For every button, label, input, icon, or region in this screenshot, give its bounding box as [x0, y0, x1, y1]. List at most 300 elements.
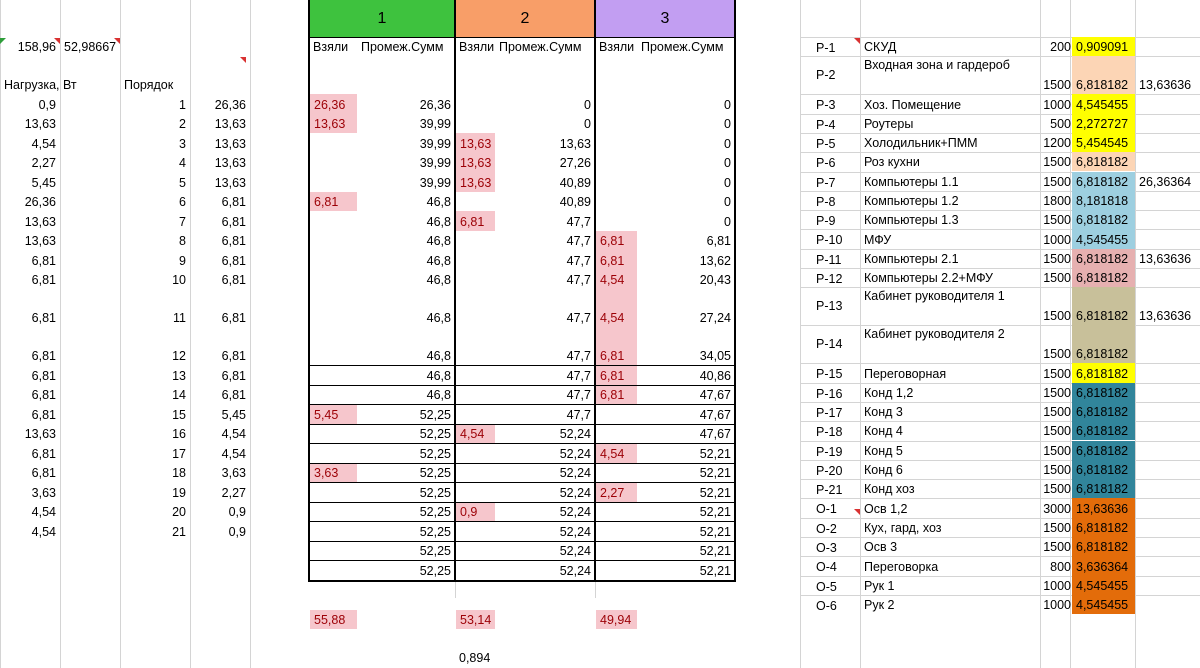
- subtotal-cell[interactable]: 52,21: [699, 524, 731, 539]
- circuit-name[interactable]: Осв 3: [864, 540, 898, 555]
- subtotal-cell[interactable]: 47,67: [699, 388, 731, 402]
- sorted-load-cell[interactable]: 4,54: [221, 427, 246, 441]
- took-cell[interactable]: [310, 211, 357, 231]
- took-cell[interactable]: [310, 365, 357, 385]
- subtotal-cell[interactable]: 52,25: [419, 505, 451, 519]
- circuit-power[interactable]: 1800: [1043, 194, 1071, 209]
- subtotal-cell[interactable]: 0: [584, 97, 591, 112]
- circuit-current[interactable]: 6,818182: [1072, 518, 1135, 537]
- took-cell[interactable]: [310, 560, 357, 580]
- took-cell[interactable]: [456, 521, 495, 541]
- load-cell[interactable]: 3,63: [31, 485, 56, 500]
- took-cell[interactable]: 3,63: [310, 463, 357, 483]
- circuit-current[interactable]: 5,454545: [1072, 133, 1135, 152]
- group-header-3[interactable]: 3: [595, 0, 735, 37]
- circuit-power[interactable]: 1500: [1043, 405, 1071, 420]
- subtotal-cell[interactable]: 27,24: [699, 311, 731, 325]
- subtotal-cell[interactable]: 47,7: [566, 407, 591, 422]
- subtotal-cell[interactable]: 46,8: [426, 349, 451, 363]
- group-sum-cell[interactable]: 26,36364: [1139, 174, 1192, 189]
- circuit-current[interactable]: 6,818182: [1072, 460, 1135, 479]
- took-cell[interactable]: [596, 424, 637, 444]
- sorted-load-cell[interactable]: 13,63: [214, 117, 246, 131]
- circuit-current[interactable]: 6,818182: [1072, 172, 1135, 191]
- order-cell[interactable]: 14: [172, 388, 186, 402]
- took-cell[interactable]: [596, 133, 637, 153]
- load-cell[interactable]: 6,81: [31, 368, 56, 383]
- load-cell[interactable]: 6,81: [31, 388, 56, 402]
- header-order[interactable]: Порядок: [124, 78, 174, 92]
- subtotal-cell[interactable]: 52,21: [699, 485, 731, 500]
- took-cell[interactable]: [596, 463, 637, 483]
- circuit-code[interactable]: Р-17: [816, 405, 843, 420]
- subtotal-cell[interactable]: 52,21: [699, 563, 731, 578]
- circuit-power[interactable]: 1500: [1043, 251, 1071, 266]
- took-cell[interactable]: [310, 541, 357, 561]
- took-cell[interactable]: 13,63: [456, 133, 495, 153]
- subtotal-cell[interactable]: 47,7: [566, 368, 591, 383]
- took-cell[interactable]: [596, 404, 637, 424]
- circuit-power[interactable]: 1500: [1043, 155, 1071, 170]
- took-cell[interactable]: 4,54: [596, 289, 637, 327]
- took-cell[interactable]: [456, 231, 495, 251]
- took-cell[interactable]: [456, 114, 495, 134]
- subtotal-cell[interactable]: 52,24: [559, 505, 591, 519]
- subtotal-cell[interactable]: 0: [724, 195, 731, 209]
- circuit-current[interactable]: 6,818182: [1072, 537, 1135, 556]
- sorted-load-cell[interactable]: 4,54: [221, 446, 246, 461]
- sorted-load-cell[interactable]: 6,81: [221, 214, 246, 229]
- circuit-code[interactable]: Р-4: [816, 117, 836, 132]
- column-header-subtotal[interactable]: Промеж.Сумм: [641, 40, 724, 54]
- order-cell[interactable]: 21: [172, 524, 186, 539]
- balance-ratio[interactable]: 0,894: [459, 651, 491, 665]
- subtotal-cell[interactable]: 52,21: [699, 466, 731, 480]
- subtotal-cell[interactable]: 26,36: [419, 97, 451, 112]
- load-cell[interactable]: 13,63: [24, 214, 56, 229]
- circuit-name[interactable]: Компьютеры 1.1: [864, 174, 959, 189]
- order-cell[interactable]: 18: [172, 466, 186, 480]
- order-cell[interactable]: 16: [172, 427, 186, 441]
- took-cell[interactable]: [310, 231, 357, 251]
- subtotal-cell[interactable]: 47,7: [566, 234, 591, 248]
- circuit-power[interactable]: 3000: [1043, 501, 1071, 516]
- took-cell[interactable]: [456, 327, 495, 365]
- took-cell[interactable]: 6,81: [596, 365, 637, 385]
- group-sum-cell[interactable]: 13,63636: [1139, 309, 1192, 324]
- subtotal-cell[interactable]: 47,7: [566, 253, 591, 268]
- sorted-load-cell[interactable]: 6,81: [221, 234, 246, 248]
- circuit-power[interactable]: 1500: [1043, 385, 1071, 400]
- circuit-power[interactable]: 1000: [1043, 598, 1071, 613]
- subtotal-cell[interactable]: 47,7: [566, 311, 591, 325]
- took-cell[interactable]: 13,63: [310, 114, 357, 134]
- circuit-name[interactable]: Конд 4: [864, 424, 903, 439]
- subtotal-cell[interactable]: 52,25: [419, 466, 451, 480]
- circuit-current[interactable]: 6,818182: [1072, 325, 1135, 363]
- circuit-power[interactable]: 1500: [1043, 482, 1071, 497]
- circuit-power[interactable]: 1500: [1043, 463, 1071, 478]
- sorted-load-cell[interactable]: 0,9: [228, 524, 246, 539]
- load-cell[interactable]: 4,54: [31, 524, 56, 539]
- order-cell[interactable]: 17: [172, 446, 186, 461]
- took-cell[interactable]: 4,54: [596, 270, 637, 290]
- circuit-name[interactable]: Переговорная: [864, 366, 947, 381]
- subtotal-cell[interactable]: 34,05: [699, 349, 731, 363]
- circuit-code[interactable]: О-6: [816, 598, 837, 613]
- took-cell[interactable]: [310, 385, 357, 405]
- took-cell[interactable]: [310, 153, 357, 173]
- took-cell[interactable]: [456, 365, 495, 385]
- circuit-power[interactable]: 1000: [1043, 232, 1071, 247]
- subtotal-cell[interactable]: 40,89: [559, 195, 591, 209]
- circuit-name[interactable]: Рук 1: [864, 578, 895, 593]
- took-cell[interactable]: [596, 521, 637, 541]
- took-cell[interactable]: 4,54: [456, 424, 495, 444]
- subtotal-cell[interactable]: 52,24: [559, 446, 591, 461]
- circuit-name[interactable]: Роутеры: [864, 116, 914, 131]
- subtotal-cell[interactable]: 46,8: [426, 234, 451, 248]
- circuit-current[interactable]: 6,818182: [1072, 268, 1135, 287]
- group-total-g1[interactable]: 55,88: [310, 610, 357, 629]
- circuit-code[interactable]: Р-8: [816, 194, 836, 209]
- circuit-current[interactable]: 6,818182: [1072, 363, 1135, 382]
- sorted-load-cell[interactable]: 0,9: [228, 505, 246, 519]
- circuit-code[interactable]: Р-6: [816, 156, 836, 171]
- subtotal-cell[interactable]: 47,7: [566, 273, 591, 287]
- load-cell[interactable]: 6,81: [31, 466, 56, 480]
- circuit-code[interactable]: Р-21: [816, 483, 843, 498]
- took-cell[interactable]: 0,9: [456, 502, 495, 522]
- circuit-code[interactable]: О-1: [816, 502, 837, 517]
- subtotal-cell[interactable]: 20,43: [699, 273, 731, 287]
- sorted-load-cell[interactable]: 26,36: [214, 97, 246, 112]
- circuit-current[interactable]: 4,545455: [1072, 576, 1135, 595]
- circuit-code[interactable]: О-3: [816, 541, 837, 555]
- circuit-current[interactable]: 6,818182: [1072, 210, 1135, 229]
- circuit-current[interactable]: 6,818182: [1072, 152, 1135, 171]
- subtotal-cell[interactable]: 52,24: [559, 544, 591, 558]
- subtotal-cell[interactable]: 0: [584, 117, 591, 131]
- circuit-name[interactable]: Компьютеры 2.2+МФУ: [864, 271, 993, 286]
- took-cell[interactable]: [310, 521, 357, 541]
- load-cell[interactable]: 13,63: [24, 234, 56, 248]
- order-cell[interactable]: 2: [179, 117, 186, 131]
- took-cell[interactable]: 6,81: [310, 192, 357, 212]
- sorted-load-cell[interactable]: 6,81: [221, 349, 246, 363]
- circuit-power[interactable]: 1500: [1043, 520, 1071, 535]
- circuit-code[interactable]: О-4: [816, 560, 837, 575]
- circuit-current[interactable]: 13,63636: [1072, 498, 1135, 517]
- subtotal-cell[interactable]: 27,26: [559, 156, 591, 170]
- load-cell[interactable]: 6,81: [31, 349, 56, 363]
- took-cell[interactable]: 6,81: [596, 327, 637, 365]
- sorted-load-cell[interactable]: 13,63: [214, 156, 246, 170]
- load-cell[interactable]: 6,81: [31, 253, 56, 268]
- subtotal-cell[interactable]: 39,99: [419, 156, 451, 170]
- took-cell[interactable]: 13,63: [456, 153, 495, 173]
- sorted-load-cell[interactable]: 6,81: [221, 273, 246, 287]
- order-cell[interactable]: 13: [172, 368, 186, 383]
- circuit-power[interactable]: 1500: [1043, 78, 1071, 93]
- group-header-1[interactable]: 1: [309, 0, 455, 37]
- took-cell[interactable]: [596, 502, 637, 522]
- group-sum-cell[interactable]: 13,63636: [1139, 78, 1192, 93]
- took-cell[interactable]: [456, 541, 495, 561]
- circuit-power[interactable]: 1000: [1043, 97, 1071, 112]
- subtotal-cell[interactable]: 46,8: [426, 195, 451, 209]
- subtotal-cell[interactable]: 47,7: [566, 349, 591, 363]
- circuit-code[interactable]: Р-16: [816, 386, 843, 401]
- sorted-load-cell[interactable]: 6,81: [221, 311, 246, 325]
- order-cell[interactable]: 1: [179, 97, 186, 112]
- circuit-code[interactable]: О-5: [816, 579, 837, 594]
- took-cell[interactable]: [310, 482, 357, 502]
- subtotal-cell[interactable]: 52,25: [419, 485, 451, 500]
- circuit-current[interactable]: 0,909091: [1072, 37, 1135, 56]
- circuit-power[interactable]: 1500: [1043, 271, 1071, 286]
- circuit-code[interactable]: Р-10: [816, 233, 843, 248]
- circuit-power[interactable]: 1500: [1043, 174, 1071, 189]
- circuit-power[interactable]: 1500: [1043, 424, 1071, 439]
- circuit-name[interactable]: Компьютеры 2.1: [864, 251, 959, 266]
- load-cell[interactable]: 2,27: [31, 156, 56, 170]
- load-cell[interactable]: 0,9: [38, 97, 56, 112]
- load-cell[interactable]: 13,63: [24, 117, 56, 131]
- circuit-code[interactable]: Р-14: [816, 337, 843, 352]
- circuit-current[interactable]: 4,545455: [1072, 229, 1135, 248]
- circuit-name[interactable]: Конд 6: [864, 463, 903, 478]
- took-cell[interactable]: [456, 250, 495, 270]
- subtotal-cell[interactable]: 52,21: [699, 446, 731, 461]
- circuit-current[interactable]: 3,636364: [1072, 556, 1135, 575]
- circuit-current[interactable]: 6,818182: [1072, 249, 1135, 268]
- subtotal-cell[interactable]: 0: [724, 214, 731, 229]
- took-cell[interactable]: [310, 424, 357, 444]
- took-cell[interactable]: [456, 192, 495, 212]
- circuit-current[interactable]: 2,272727: [1072, 114, 1135, 133]
- took-cell[interactable]: 6,81: [596, 231, 637, 251]
- order-cell[interactable]: 3: [179, 136, 186, 151]
- sorted-load-cell[interactable]: 13,63: [214, 175, 246, 190]
- group-header-2[interactable]: 2: [455, 0, 595, 37]
- load-cell[interactable]: 4,54: [31, 136, 56, 151]
- circuit-current[interactable]: 4,545455: [1072, 595, 1135, 614]
- summary-total[interactable]: 158,96: [17, 40, 56, 54]
- subtotal-cell[interactable]: 13,63: [559, 136, 591, 151]
- sorted-load-cell[interactable]: 5,45: [221, 407, 246, 422]
- circuit-current[interactable]: 6,818182: [1072, 441, 1135, 460]
- circuit-name[interactable]: Кабинет руководителя 1: [864, 289, 1005, 304]
- circuit-name[interactable]: Входная зона и гардероб: [864, 58, 1010, 73]
- subtotal-cell[interactable]: 47,7: [566, 388, 591, 402]
- circuit-code[interactable]: Р-20: [816, 463, 843, 478]
- took-cell[interactable]: 6,81: [456, 211, 495, 231]
- circuit-power[interactable]: 1500: [1043, 540, 1071, 555]
- circuit-code[interactable]: Р-18: [816, 425, 843, 440]
- circuit-current[interactable]: 6,818182: [1072, 402, 1135, 421]
- subtotal-cell[interactable]: 52,25: [419, 544, 451, 558]
- took-cell[interactable]: [596, 114, 637, 134]
- took-cell[interactable]: 5,45: [310, 404, 357, 424]
- subtotal-cell[interactable]: 46,8: [426, 368, 451, 383]
- order-cell[interactable]: 11: [173, 311, 186, 325]
- subtotal-cell[interactable]: 52,24: [559, 427, 591, 441]
- subtotal-cell[interactable]: 46,8: [426, 388, 451, 402]
- subtotal-cell[interactable]: 46,8: [426, 214, 451, 229]
- circuit-code[interactable]: Р-5: [816, 136, 836, 151]
- circuit-code[interactable]: Р-13: [816, 299, 843, 314]
- subtotal-cell[interactable]: 52,25: [419, 524, 451, 539]
- circuit-name[interactable]: Холодильник+ПММ: [864, 136, 978, 151]
- subtotal-cell[interactable]: 40,89: [559, 175, 591, 190]
- subtotal-cell[interactable]: 47,7: [566, 214, 591, 229]
- subtotal-cell[interactable]: 0: [724, 136, 731, 151]
- subtotal-cell[interactable]: 39,99: [419, 117, 451, 131]
- order-cell[interactable]: 19: [172, 485, 186, 500]
- circuit-current[interactable]: 6,818182: [1072, 479, 1135, 498]
- circuit-code[interactable]: Р-19: [816, 444, 843, 459]
- load-cell[interactable]: 6,81: [31, 311, 56, 325]
- subtotal-cell[interactable]: 0: [724, 175, 731, 190]
- took-cell[interactable]: [456, 270, 495, 290]
- took-cell[interactable]: [456, 385, 495, 405]
- took-cell[interactable]: [310, 172, 357, 192]
- column-header-took[interactable]: Взяли: [599, 40, 635, 54]
- took-cell[interactable]: [596, 94, 637, 114]
- subtotal-cell[interactable]: 6,81: [706, 234, 731, 248]
- circuit-current[interactable]: 6,818182: [1072, 287, 1135, 325]
- group-total-g2[interactable]: 53,14: [456, 610, 495, 629]
- took-cell[interactable]: [456, 289, 495, 327]
- took-cell[interactable]: [596, 192, 637, 212]
- circuit-name[interactable]: Конд 1,2: [864, 385, 914, 400]
- circuit-power[interactable]: 200: [1050, 40, 1071, 55]
- circuit-name[interactable]: Кух, гард, хоз: [864, 520, 942, 535]
- subtotal-cell[interactable]: 46,8: [426, 311, 451, 325]
- took-cell[interactable]: [596, 560, 637, 580]
- took-cell[interactable]: 26,36: [310, 94, 357, 114]
- took-cell[interactable]: 2,27: [596, 482, 637, 502]
- circuit-name[interactable]: Конд хоз: [864, 482, 915, 497]
- circuit-current[interactable]: 6,818182: [1072, 383, 1135, 402]
- subtotal-cell[interactable]: 52,25: [419, 446, 451, 461]
- subtotal-cell[interactable]: 52,21: [699, 505, 731, 519]
- took-cell[interactable]: [310, 133, 357, 153]
- circuit-code[interactable]: Р-15: [816, 367, 843, 382]
- subtotal-cell[interactable]: 46,8: [426, 253, 451, 268]
- subtotal-cell[interactable]: 52,24: [559, 466, 591, 480]
- circuit-name[interactable]: Рук 2: [864, 598, 895, 613]
- circuit-code[interactable]: Р-2: [816, 68, 836, 83]
- load-cell[interactable]: 6,81: [31, 446, 56, 461]
- subtotal-cell[interactable]: 0: [724, 97, 731, 112]
- subtotal-cell[interactable]: 52,21: [699, 544, 731, 558]
- circuit-name[interactable]: Кабинет руководителя 2: [864, 327, 1005, 342]
- sorted-load-cell[interactable]: 13,63: [214, 136, 246, 151]
- order-cell[interactable]: 4: [179, 156, 186, 170]
- subtotal-cell[interactable]: 47,67: [699, 427, 731, 441]
- circuit-name[interactable]: Роз кухни: [864, 155, 920, 170]
- sorted-load-cell[interactable]: 6,81: [221, 195, 246, 209]
- circuit-code[interactable]: Р-1: [816, 41, 836, 55]
- circuit-name[interactable]: Переговорка: [864, 559, 939, 574]
- took-cell[interactable]: 4,54: [596, 443, 637, 463]
- circuit-name[interactable]: Конд 5: [864, 443, 903, 458]
- took-cell[interactable]: [310, 250, 357, 270]
- circuit-code[interactable]: Р-7: [816, 175, 836, 190]
- circuit-code[interactable]: Р-9: [816, 214, 836, 229]
- column-header-subtotal[interactable]: Промеж.Сумм: [499, 40, 582, 54]
- circuit-power[interactable]: 1500: [1043, 366, 1071, 381]
- circuit-power[interactable]: 1000: [1043, 578, 1071, 593]
- circuit-power[interactable]: 1500: [1043, 309, 1071, 324]
- took-cell[interactable]: [596, 541, 637, 561]
- subtotal-cell[interactable]: 52,25: [419, 407, 451, 422]
- circuit-current[interactable]: 6,818182: [1072, 421, 1135, 440]
- circuit-code[interactable]: Р-11: [816, 252, 842, 267]
- circuit-name[interactable]: Компьютеры 1.3: [864, 213, 959, 228]
- order-cell[interactable]: 15: [172, 407, 186, 422]
- subtotal-cell[interactable]: 52,25: [419, 563, 451, 578]
- circuit-current[interactable]: 4,545455: [1072, 94, 1135, 113]
- sorted-load-cell[interactable]: 6,81: [221, 368, 246, 383]
- load-cell[interactable]: 6,81: [31, 273, 56, 287]
- circuit-current[interactable]: 6,818182: [1072, 56, 1135, 94]
- load-cell[interactable]: 26,36: [24, 195, 56, 209]
- column-header-took[interactable]: Взяли: [459, 40, 495, 54]
- order-cell[interactable]: 6: [179, 195, 186, 209]
- circuit-code[interactable]: Р-3: [816, 98, 836, 113]
- circuit-name[interactable]: МФУ: [864, 232, 892, 247]
- took-cell[interactable]: [456, 463, 495, 483]
- took-cell[interactable]: [310, 443, 357, 463]
- circuit-power[interactable]: 1500: [1043, 213, 1071, 228]
- load-cell[interactable]: 4,54: [31, 505, 56, 519]
- circuit-power[interactable]: 1200: [1043, 136, 1071, 151]
- order-cell[interactable]: 20: [172, 505, 186, 519]
- order-cell[interactable]: 5: [179, 175, 186, 190]
- subtotal-cell[interactable]: 46,8: [426, 273, 451, 287]
- column-header-took[interactable]: Взяли: [313, 40, 349, 54]
- subtotal-cell[interactable]: 39,99: [419, 136, 451, 151]
- circuit-current[interactable]: 8,181818: [1072, 191, 1135, 210]
- subtotal-cell[interactable]: 52,24: [559, 563, 591, 578]
- subtotal-cell[interactable]: 0: [724, 156, 731, 170]
- summary-average[interactable]: 52,98667: [64, 40, 117, 54]
- took-cell[interactable]: [456, 404, 495, 424]
- subtotal-cell[interactable]: 40,86: [699, 368, 731, 383]
- order-cell[interactable]: 12: [172, 349, 186, 363]
- circuit-power[interactable]: 1500: [1043, 347, 1071, 362]
- circuit-power[interactable]: 800: [1050, 559, 1071, 574]
- load-cell[interactable]: 6,81: [31, 407, 56, 422]
- took-cell[interactable]: [310, 502, 357, 522]
- header-load[interactable]: Нагрузка, Вт: [4, 78, 77, 92]
- took-cell[interactable]: [456, 482, 495, 502]
- sorted-load-cell[interactable]: 3,63: [221, 466, 246, 480]
- took-cell[interactable]: [596, 211, 637, 231]
- took-cell[interactable]: 13,63: [456, 172, 495, 192]
- circuit-name[interactable]: Конд 3: [864, 405, 903, 420]
- order-cell[interactable]: 9: [179, 253, 186, 268]
- subtotal-cell[interactable]: 52,24: [559, 524, 591, 539]
- circuit-code[interactable]: Р-12: [816, 272, 843, 286]
- took-cell[interactable]: [596, 172, 637, 192]
- circuit-name[interactable]: Хоз. Помещение: [864, 97, 962, 112]
- took-cell[interactable]: [310, 327, 357, 365]
- subtotal-cell[interactable]: 0: [724, 117, 731, 131]
